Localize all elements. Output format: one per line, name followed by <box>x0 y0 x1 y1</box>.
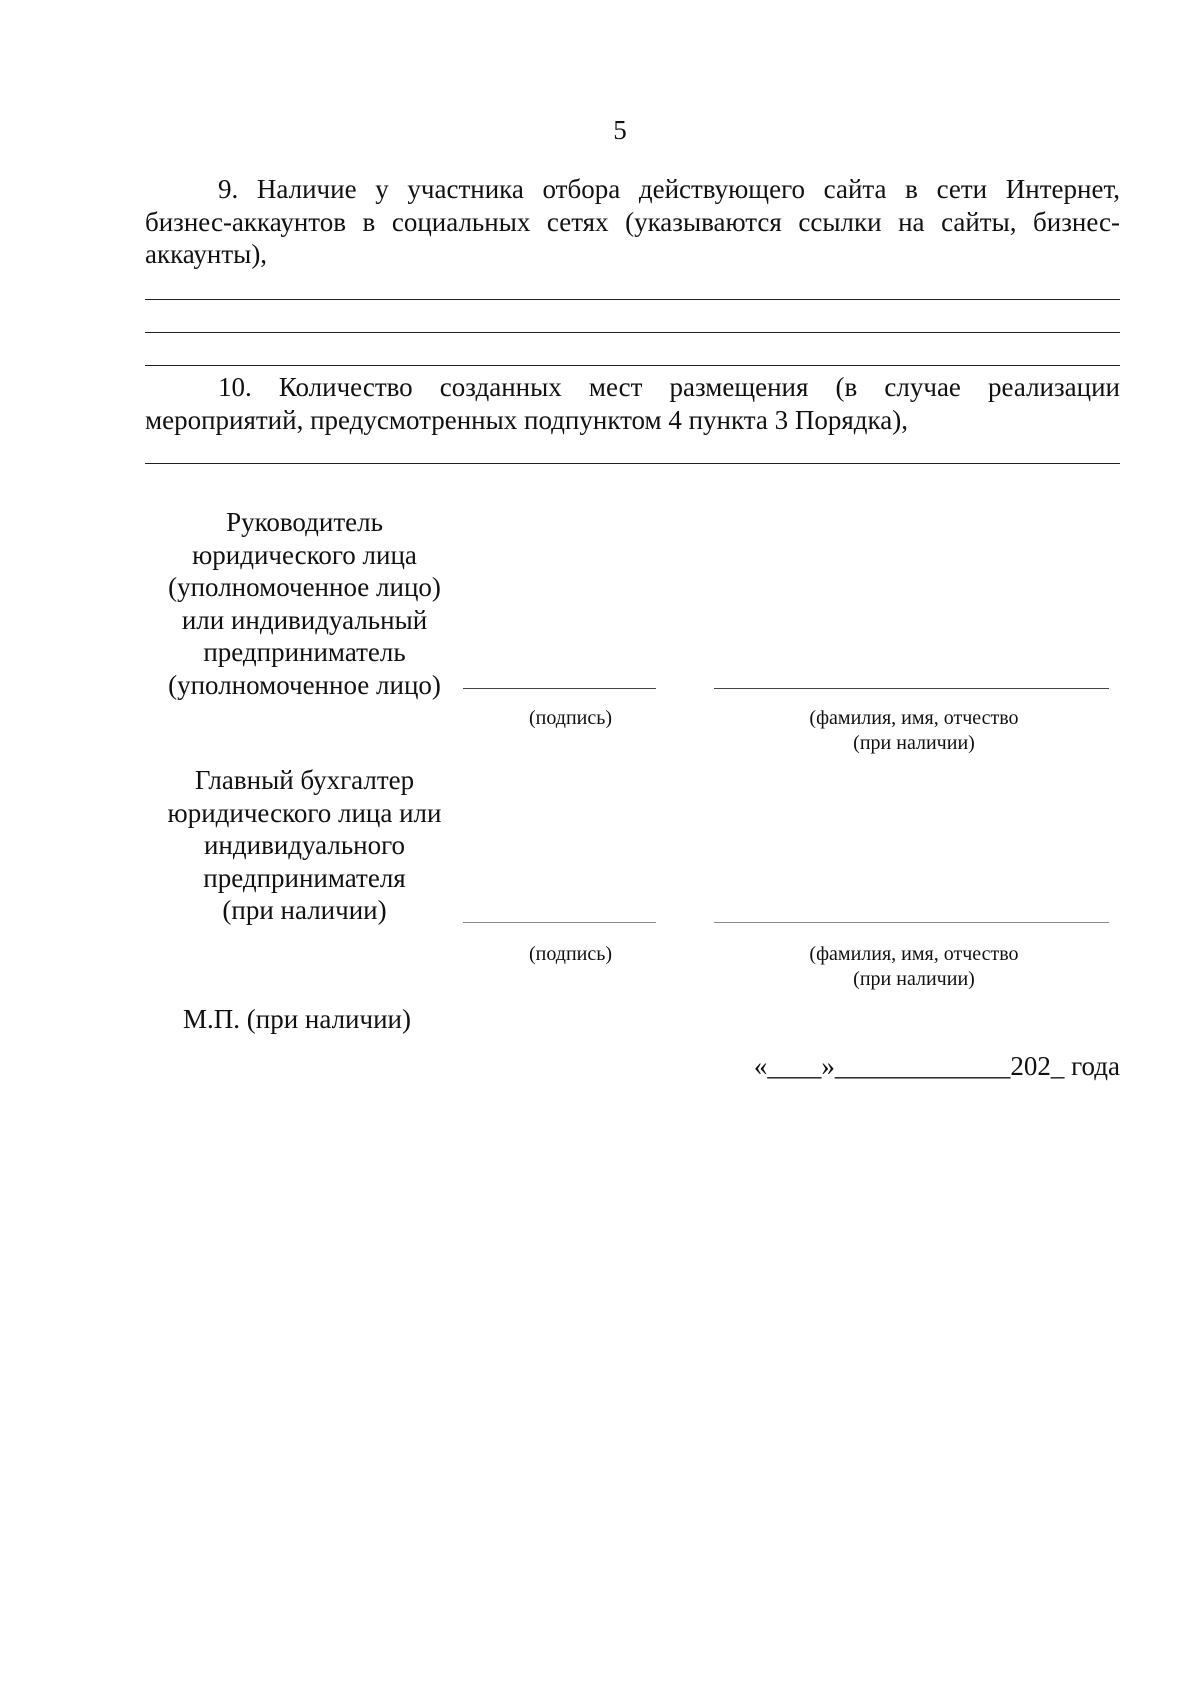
accountant-fio-caption <box>764 942 1064 992</box>
signer-accountant-line: юридического лица или <box>167 797 442 828</box>
signer-accountant-label <box>152 764 457 927</box>
answer-line-9-2[interactable] <box>145 332 1120 333</box>
signer-accountant-line: предпринимателя <box>203 862 406 893</box>
item-9-text: бизнес-аккаунтов в социальных сетях (указываются ссылки на сайты, бизнес-аккаунты), <box>145 206 1120 269</box>
signer-head-line: предприниматель <box>203 637 406 667</box>
answer-line-10[interactable] <box>145 463 1120 464</box>
page-number: 5 <box>613 115 627 145</box>
head-fio-line[interactable] <box>714 688 1109 689</box>
signer-head-line: или индивидуальный <box>181 604 428 635</box>
item-9-paragraph <box>145 173 1120 271</box>
signer-accountant-line: (при наличии) <box>222 895 387 925</box>
date-line[interactable]: «____»_____________202_ года <box>753 1051 1120 1081</box>
signer-head-line: Руководитель <box>226 507 383 537</box>
signer-head-line: (уполномоченное лицо) <box>168 669 441 700</box>
item-10-text: мероприятий, предусмотренных подпунктом 4 пункта 3 Порядка), <box>145 404 908 435</box>
accountant-signature-caption: (подпись) <box>528 943 613 965</box>
fio-caption-line: (фамилия, имя, отчество <box>809 943 1019 965</box>
signer-head-line: (уполномоченное лицо) <box>168 572 441 602</box>
signer-head-line: юридического лица <box>192 539 417 570</box>
answer-line-9-1[interactable] <box>145 299 1120 300</box>
item-9-line-1: 9. Наличие у участника отбора действующего сайта в сети Интернет, <box>218 174 1120 204</box>
signer-accountant-line: Главный бухгалтер <box>194 765 415 795</box>
item-10-line-1: 10. Количество созданных мест размещения (в случае реализации <box>218 372 1120 402</box>
accountant-signature-line[interactable] <box>463 922 656 923</box>
stamp-placeholder: М.П. (при наличии) <box>183 1004 411 1034</box>
head-fio-caption <box>764 706 1064 756</box>
fio-caption-line: (фамилия, имя, отчество <box>809 707 1019 729</box>
accountant-fio-line[interactable] <box>714 922 1109 923</box>
item-10-paragraph <box>145 371 1120 436</box>
signer-head-label <box>152 506 457 701</box>
signer-accountant-line: индивидуального <box>203 830 406 860</box>
fio-caption-line: (при наличии) <box>853 732 975 754</box>
head-signature-line[interactable] <box>463 688 656 689</box>
answer-line-9-3[interactable] <box>145 365 1120 366</box>
head-signature-caption: (подпись) <box>528 707 613 729</box>
fio-caption-line: (при наличии) <box>853 968 975 990</box>
